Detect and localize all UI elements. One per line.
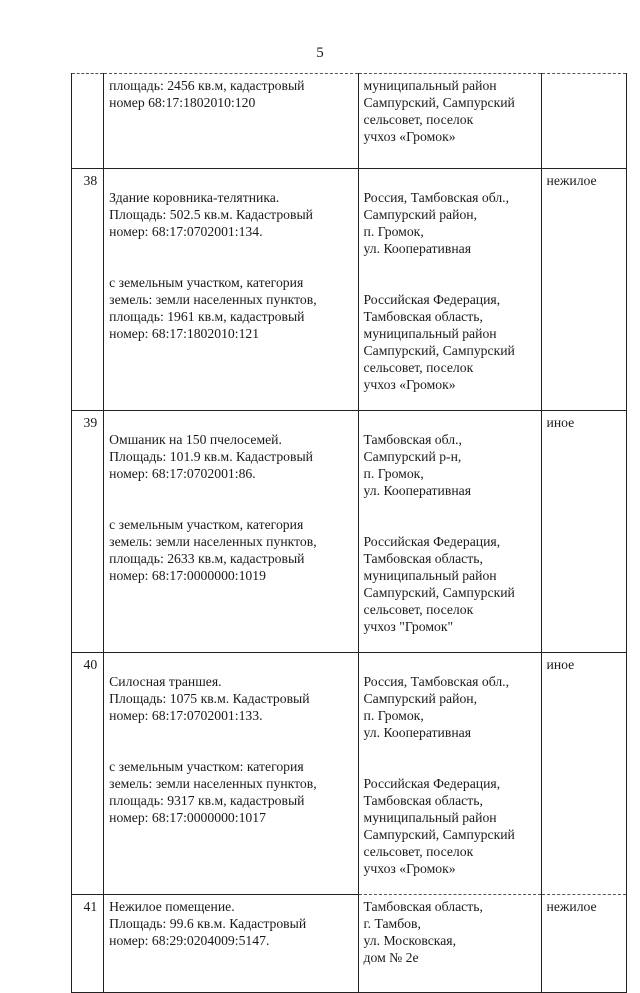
description-cell	[104, 169, 358, 411]
table-row	[72, 411, 627, 653]
property-table	[71, 73, 627, 993]
building-address: Россия, Тамбовская обл., Сампурский район, п. Громок, ул. Кооперативная	[363, 674, 510, 740]
building-description: Омшаник на 150 пчелосемей. Площадь: 101.9 кв.м. Кадастровый номер: 68:17:0702001:86.	[109, 432, 313, 481]
type-cell	[541, 74, 626, 169]
row-number-cell	[72, 653, 104, 895]
row-number: 41	[83, 899, 98, 914]
description-group	[104, 653, 357, 843]
address-group	[359, 169, 541, 410]
table-row	[72, 653, 627, 895]
address-cell	[358, 169, 541, 411]
address-group	[359, 653, 541, 894]
row-number: 39	[83, 415, 98, 430]
address-cell	[358, 895, 541, 993]
building-address: Тамбовская обл., Сампурский р-н, п. Громок, ул. Кооперативная	[363, 432, 472, 498]
table-row	[72, 169, 627, 411]
type-cell	[541, 411, 626, 653]
address-group	[359, 411, 541, 652]
address-cell	[358, 74, 541, 169]
building-address: Тамбовская область, г. Тамбов, ул. Московская, дом № 2е	[363, 899, 483, 965]
row-number-cell	[72, 169, 104, 411]
description-group	[104, 411, 357, 601]
description-group	[104, 169, 357, 359]
building-description: Здание коровника-телятника. Площадь: 502.5 кв.м. Кадастровый номер: 68:17:0702001:134.	[109, 190, 313, 239]
row-number-cell	[72, 411, 104, 653]
land-plot-description: с земельным участком: категория земель: земли населенных пунктов, площадь: 9317 кв.м, кадастровый номер: 68:17:0000000:1017	[109, 759, 317, 825]
type-cell	[541, 653, 626, 895]
building-address: Россия, Тамбовская обл., Сампурский район, п. Громок, ул. Кооперативная	[363, 190, 510, 256]
row-number: 40	[83, 657, 98, 672]
land-plot-address: Российская Федерация, Тамбовская область, муниципальный район Сампурский, Сампурский сельсовет, поселок учхоз «Громок»	[363, 776, 515, 876]
table-row-continuation	[72, 74, 627, 169]
row-number: 38	[83, 173, 98, 188]
address-cell	[358, 411, 541, 653]
page-number: 5	[316, 45, 324, 61]
row-number-cell	[72, 895, 104, 993]
building-description: Силосная траншея. Площадь: 1075 кв.м. Кадастровый номер: 68:17:0702001:133.	[109, 674, 310, 723]
row-number-cell	[72, 74, 104, 169]
property-type: нежилое	[546, 173, 597, 188]
description-cell	[104, 74, 358, 169]
land-plot-description: с земельным участком, категория земель: земли населенных пунктов, площадь: 1961 кв.м, кадастровый номер: 68:17:1802010:121	[109, 275, 317, 341]
property-type: иное	[546, 657, 575, 672]
property-type: иное	[546, 415, 575, 430]
address-cell	[358, 653, 541, 895]
description-cell	[104, 653, 358, 895]
land-plot-address: Российская Федерация, Тамбовская область, муниципальный район Сампурский, Сампурский сельсовет, поселок учхоз "Громок"	[363, 534, 515, 634]
land-plot-address: Российская Федерация, Тамбовская область, муниципальный район Сампурский, Сампурский сельсовет, поселок учхоз «Громок»	[363, 292, 515, 392]
continuation-address: муниципальный район Сампурский, Сампурский сельсовет, поселок учхоз «Громок»	[363, 78, 515, 144]
description-cell	[104, 411, 358, 653]
land-plot-description: с земельным участком, категория земель: земли населенных пунктов, площадь: 2633 кв.м, кадастровый номер: 68:17:0000000:1019	[109, 517, 317, 583]
property-type: нежилое	[546, 899, 597, 914]
type-cell	[541, 169, 626, 411]
description-cell	[104, 895, 358, 993]
type-cell	[541, 895, 626, 993]
continuation-description: площадь: 2456 кв.м, кадастровый номер 68:17:1802010:120	[109, 78, 305, 110]
building-description: Нежилое помещение. Площадь: 99.6 кв.м. Кадастровый номер: 68:29:0204009:5147.	[109, 899, 307, 948]
table-row	[72, 895, 627, 993]
